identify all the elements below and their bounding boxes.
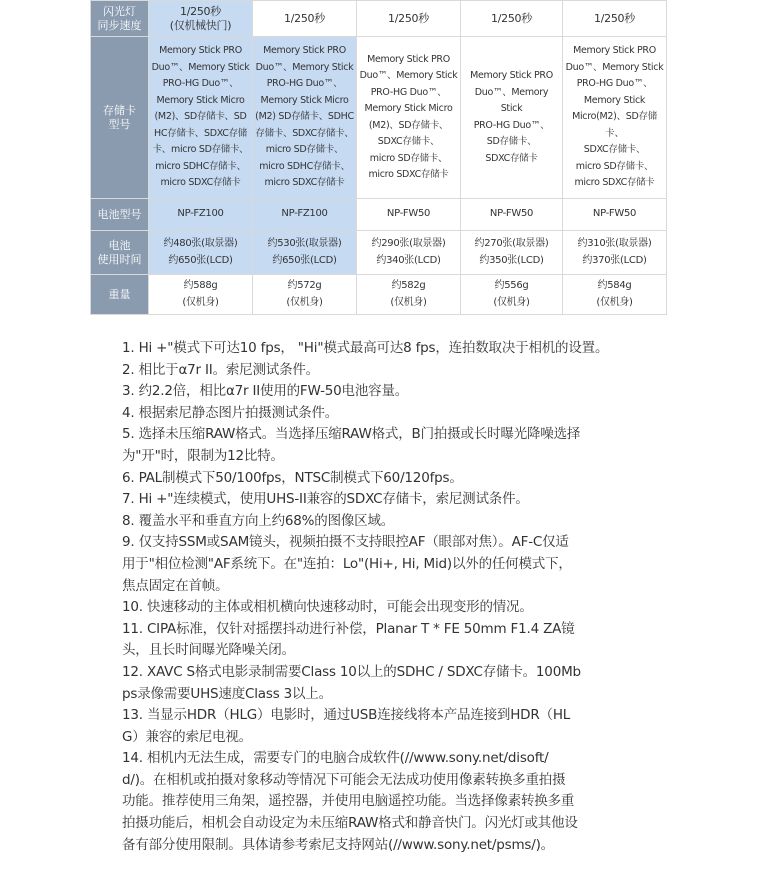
battery-life-cell-4: 约270张(取景器) 约350张(LCD): [461, 231, 563, 275]
battery-model-cell-1: NP-FZ100: [149, 199, 253, 231]
footnote-4: 4. 根据索尼静态图片拍摄测试条件。: [122, 404, 339, 421]
flash-sync-cell-2: 1/250秒: [253, 1, 357, 37]
memory-card-cell-2: Memory Stick PRO Duo™、Memory Stick PRO-HG Duo™、 Memory Stick Micro (M2) SD存储卡、SDHC 存储卡、SDXC存储卡、 micro SD存储卡、 micro SDHC存储卡、 micro SDXC存储卡: [253, 37, 357, 199]
weight-cell-5: 约584g (仅机身): [563, 275, 667, 315]
battery-model-cell-2: NP-FZ100: [253, 199, 357, 231]
footnote-7: 7. Hi +"连续模式，使用UHS-II兼容的SDXC存储卡，索尼测试条件。: [122, 491, 529, 508]
footnote-3: 3. 约2.2倍，相比α7r II使用的FW-50电池容量。: [122, 383, 409, 400]
battery-life-cell-3: 约290张(取景器) 约340张(LCD): [357, 231, 461, 275]
weight-cell-4: 约556g (仅机身): [461, 275, 563, 315]
footnote-9: 9. 仅支持SSM或SAM镜头，视频拍摄不支持眼控AF（眼部对焦）。AF-C仅适 用于"相位检测"AF系统下。在"连拍：Lo"(Hi+, Hi, Mid)以外的任何模式下， 焦点固定在首帧。: [122, 534, 572, 594]
battery-life-cell-5: 约310张(取景器) 约370张(LCD): [563, 231, 667, 275]
weight-cell-1: 约588g (仅机身): [149, 275, 253, 315]
battery-model-cell-5: NP-FW50: [563, 199, 667, 231]
weight-row: [91, 275, 667, 315]
battery-model-row: [91, 199, 667, 231]
battery-model-cell-4: NP-FW50: [461, 199, 563, 231]
row-header-battery-model: 电池型号: [91, 199, 149, 231]
flash-sync-cell-1: 1/250秒 (仅机械快门): [149, 1, 253, 37]
memory-card-cell-3: Memory Stick PRO Duo™、Memory Stick PRO-HG Duo™、 Memory Stick Micro (M2)、SD存储卡、 SDXC存储卡、 micro SD存储卡、 micro SDXC存储卡: [357, 37, 461, 199]
battery-model-cell-3: NP-FW50: [357, 199, 461, 231]
battery-life-cell-1: 约480张(取景器) 约650张(LCD): [149, 231, 253, 275]
row-header-battery-life: 电池 使用时间: [91, 231, 149, 275]
footnote-14: 14. 相机内无法生成，需要专门的电脑合成软件(//www.sony.net/disoft/ d/)。在相机或拍摄对象移动等情况下可能会无法成功使用像素转换多重拍摄 功能。推荐使用三角架，遥控器，并使用电脑遥控功能。当选择像素转换多重 拍摄功能后，相机会自动设定为未压缩RAW格式和静音快门。闪光灯或其他设 备有部分使用限制。具体请参考索尼支持网站(//www.sony.net/psms/)。: [122, 750, 578, 853]
battery-life-cell-2: 约530张(取景器) 约650张(LCD): [253, 231, 357, 275]
footnote-11: 11. CIPA标准，仅针对摇摆抖动进行补偿，Planar T * FE 50mm F1.4 ZA镜 头，且长时间曝光降噪关闭。: [122, 620, 575, 659]
footnote-8: 8. 覆盖水平和垂直方向上约68%的图像区域。: [122, 512, 395, 529]
memory-card-cell-5: Memory Stick PRO Duo™、Memory Stick PRO-HG Duo™、 Memory Stick Micro(M2)、SD存储卡、 SDXC存储卡、 micro SD存储卡、 micro SDXC存储卡: [563, 37, 667, 199]
weight-cell-2: 约572g (仅机身): [253, 275, 357, 315]
row-header-flash-sync: 闪光灯 同步速度: [91, 1, 149, 37]
footnotes-list: [122, 338, 642, 856]
flash-sync-cell-5: 1/250秒: [563, 1, 667, 37]
footnote-1: 1. Hi +"模式下可达10 fps， "Hi"模式最高可达8 fps，连拍数取决于相机的设置。: [122, 340, 609, 356]
weight-cell-3: 约582g (仅机身): [357, 275, 461, 315]
battery-life-row: [91, 231, 667, 275]
flash-sync-row: [91, 1, 667, 37]
memory-card-cell-4: Memory Stick PRO Duo™、Memory Stick PRO-HG Duo™、 SD存储卡、 SDXC存储卡: [461, 37, 563, 199]
row-header-weight: 重量: [91, 275, 149, 315]
footnote-10: 10. 快速移动的主体或相机横向快速移动时，可能会出现变形的情况。: [122, 599, 533, 616]
footnote-12: 12. XAVC S格式电影录制需要Class 10以上的SDHC / SDXC存储卡。100Mb ps录像需要UHS速度Class 3以上。: [122, 663, 581, 702]
footnote-6: 6. PAL制模式下50/100fps，NTSC制模式下60/120fps。: [122, 469, 463, 486]
flash-sync-cell-4: 1/250秒: [461, 1, 563, 37]
memory-card-cell-1: Memory Stick PRO Duo™、Memory Stick PRO-HG Duo™、 Memory Stick Micro (M2)、SD存储卡、SD HC存储卡、SDXC存储 卡、micro SD存储卡、 micro SDHC存储卡、 micro SDXC存储卡: [149, 37, 253, 199]
footnote-13: 13. 当显示HDR（HLG）电影时，通过USB连接线将本产品连接到HDR（HL G）兼容的索尼电视。: [122, 707, 571, 745]
flash-sync-cell-3: 1/250秒: [357, 1, 461, 37]
spec-comparison-table: [90, 0, 667, 315]
row-header-memory-card: 存储卡 型号: [91, 37, 149, 199]
footnote-5: 5. 选择未压缩RAW格式。当选择压缩RAW格式，B门拍摄或长时曝光降噪选择 为"开"时，限制为12比特。: [122, 426, 581, 464]
memory-card-row: [91, 37, 667, 199]
footnote-2: 2. 相比于α7r II。索尼测试条件。: [122, 361, 319, 378]
